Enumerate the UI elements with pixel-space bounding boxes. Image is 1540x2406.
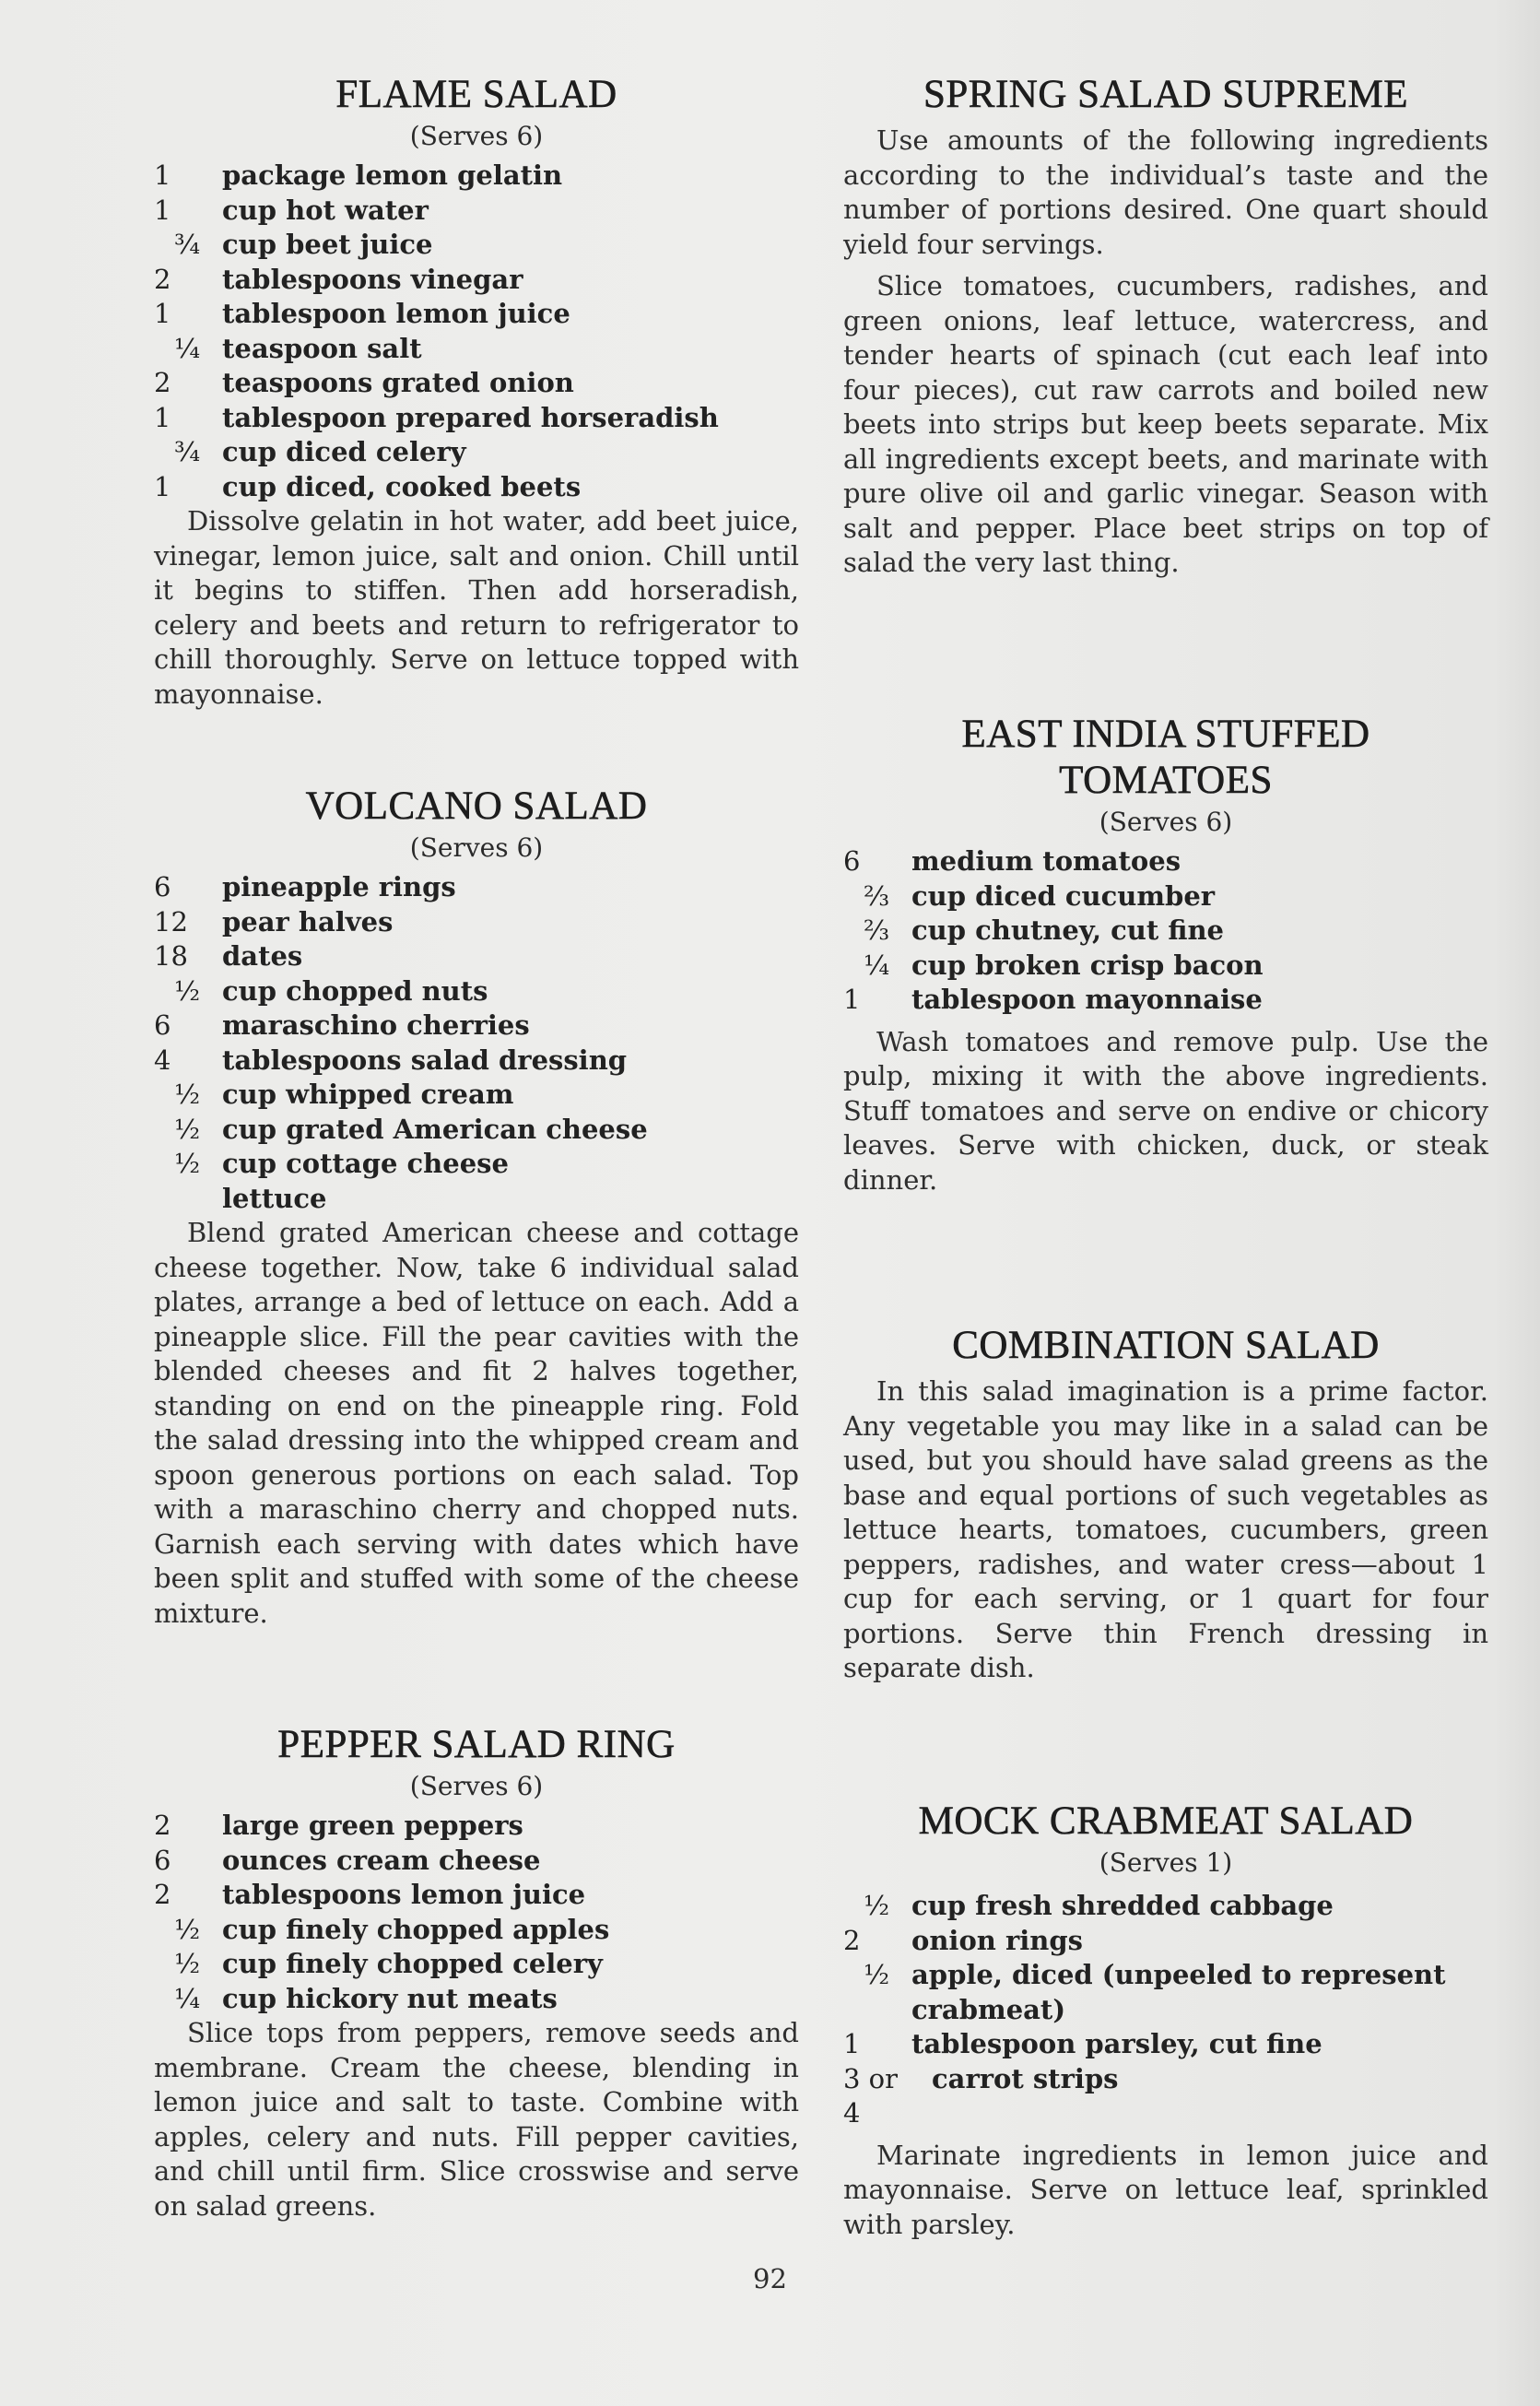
ingredient: ½ cup whipped cream (174, 1079, 514, 1110)
recipe-directions: Wash tomatoes and remove pulp. Use the pulp, mixing it with the above ingredients. Stuff tomatoes and serve on endive or chicory leaves. Serve with chicken, duck, or steak dinner. (843, 1025, 1488, 1196)
ingredient: ½ cup grated American cheese (174, 1113, 648, 1145)
serves-note: (Serves 6) (409, 121, 544, 151)
page-number: 92 (753, 2263, 787, 2294)
ingredient-list (154, 870, 799, 1216)
recipe-title-line-1: EAST INDIA STUFFED (961, 713, 1370, 756)
ingredient: 1 tablespoon mayonnaise (843, 984, 1263, 1015)
ingredient-list (843, 844, 1488, 1018)
recipe-title: VOLCANO SALAD (305, 784, 648, 828)
ingredient: ⅔ cup diced cucumber (864, 879, 1216, 912)
ingredient: 2 teaspoons grated onion (154, 367, 574, 398)
ingredient: 2 tablespoons vinegar (154, 263, 523, 295)
recipe-title: COMBINATION SALAD (952, 1324, 1380, 1367)
ingredient: 1 tablespoon parsley, cut fine (843, 2028, 1323, 2059)
ingredient: 2 onion rings (843, 1924, 1083, 1956)
ingredient: ¼ cup broken crisp bacon (864, 949, 1264, 981)
recipe-title: MOCK CRABMEAT SALAD (918, 1799, 1414, 1843)
ingredient: 1 tablespoon lemon juice (154, 298, 570, 329)
recipe-directions: Slice tops from peppers, remove seeds and membrane. Cream the cheese, blending in lemon juice and salt to taste. Combine with apples, celery and nuts. Fill pepper cavities, and chill until firm. Slice crosswise and serve on salad greens. (154, 2017, 799, 2222)
volcano-salad-recipe (154, 784, 799, 1631)
flame-salad-recipe (154, 72, 799, 712)
ingredient: 6 pineapple rings (154, 871, 456, 902)
ingredient: ½ cup fresh shredded cabbage (864, 1890, 1334, 1921)
ingredient: 6 maraschino cherries (154, 1009, 530, 1041)
ingredient-list (843, 1889, 1488, 2131)
ingredient: 12 pear halves (154, 905, 394, 938)
ingredient: 4 tablespoons salad dressing (154, 1044, 628, 1076)
serves-note: (Serves 1) (1099, 1847, 1233, 1878)
recipe-directions: Dissolve gelatin in hot water, add beet juice, vinegar, lemon juice, salt and onion. Chill until it begins to stiffen. Then add horseradish, celery and beets and return to refrigerator to chill thoroughly. Serve on lettuce topped with mayonnaise. (154, 505, 799, 710)
ingredient: ¼ teaspoon salt (174, 332, 422, 364)
ingredient: 2 tablespoons lemon juice (154, 1879, 586, 1910)
ingredient: 3 or 4 carrot strips (843, 2062, 1119, 2129)
mock-crabmeat-salad-recipe (843, 1799, 1488, 2242)
ingredient: ½ cup finely chopped apples (174, 1913, 610, 1945)
ingredient: 1 package lemon gelatin (154, 159, 563, 191)
ingredient: ⅔ cup chutney, cut fine (864, 914, 1224, 946)
ingredient: ¾ cup beet juice (174, 229, 433, 260)
ingredient: 18 dates (154, 940, 303, 972)
ingredient: ¾ cup diced celery (174, 436, 466, 467)
ingredient: 6 ounces cream cheese (154, 1844, 541, 1876)
serves-note: (Serves 6) (409, 832, 544, 863)
spring-salad-supreme-recipe (843, 72, 1488, 581)
ingredient: 1 cup diced, cooked beets (154, 470, 582, 502)
recipe-title-line-2: TOMATOES (1059, 759, 1273, 802)
east-india-stuffed-tomatoes-recipe (843, 712, 1488, 1197)
recipe-intro: Use amounts of the following ingredients according to the individual’s taste and the number of portions desired. One quart should yield four servings. (843, 124, 1488, 260)
ingredient: ½ cup finely chopped celery (174, 1948, 603, 1979)
recipe-title: PEPPER SALAD RING (277, 1723, 676, 1766)
ingredient: ½ cup chopped nuts (174, 974, 488, 1007)
recipe-directions: In this salad imagination is a prime factor. Any vegetable you may like in a salad can be used, but you should have salad greens as the base and equal portions of such vegetables as lettuce hearts, tomatoes, cucumbers, green peppers, radishes, and water cress—about 1 cup for each serving, or 1 quart for four portions. Serve thin French dressing in separate dish. (843, 1375, 1488, 1683)
pepper-salad-ring-recipe (154, 1722, 799, 2223)
ingredient: ½ apple, diced (unpeeled to represent (864, 1959, 1446, 1990)
ingredient: 6 medium tomatoes (843, 845, 1181, 877)
ingredient: 1 tablespoon prepared horseradish (154, 401, 719, 433)
serves-note: (Serves 6) (1099, 807, 1233, 837)
ingredient: ¼ cup hickory nut meats (174, 1982, 558, 2014)
recipe-title: SPRING SALAD SUPREME (923, 73, 1409, 116)
ingredient: crabmeat) (911, 1993, 1066, 2025)
ingredient-list (154, 1809, 799, 2016)
ingredient: ½ cup cottage cheese (174, 1148, 509, 1179)
combination-salad-recipe (843, 1323, 1488, 1686)
serves-note: (Serves 6) (409, 1771, 544, 1801)
recipe-directions: Slice tomatoes, cucumbers, radishes, and green onions, leaf lettuce, watercress, and tender hearts of spinach (cut each leaf into four pieces), cut raw carrots and boiled new beets into strips but keep beets separate. Mix all ingredients except beets, and marinate with pure olive oil and garlic vinegar. Season with salt and pepper. Place beet strips on top of salad the very last thing. (843, 270, 1488, 578)
ingredient: 2 large green peppers (154, 1810, 523, 1841)
recipe-directions: Marinate ingredients in lemon juice and mayonnaise. Serve on lettuce leaf, sprinkled with parsley. (843, 2139, 1488, 2240)
ingredient: 1 cup hot water (154, 194, 429, 226)
ingredient-list (154, 159, 799, 504)
ingredient: lettuce (222, 1182, 327, 1214)
recipe-directions: Blend grated American cheese and cottage cheese together. Now, take 6 individual salad plates, arrange a bed of lettuce on each. Add a pineapple slice. Fill the pear cavities with the blended cheeses and fit 2 halves together, standing on end on the pineapple ring. Fold the salad dressing into the whipped cream and spoon generous portions on each salad. Top with a maraschino cherry and chopped nuts. Garnish each serving with dates which have been split and stuffed with some of the cheese mixture. (154, 1217, 799, 1629)
recipe-title: FLAME SALAD (335, 73, 617, 116)
